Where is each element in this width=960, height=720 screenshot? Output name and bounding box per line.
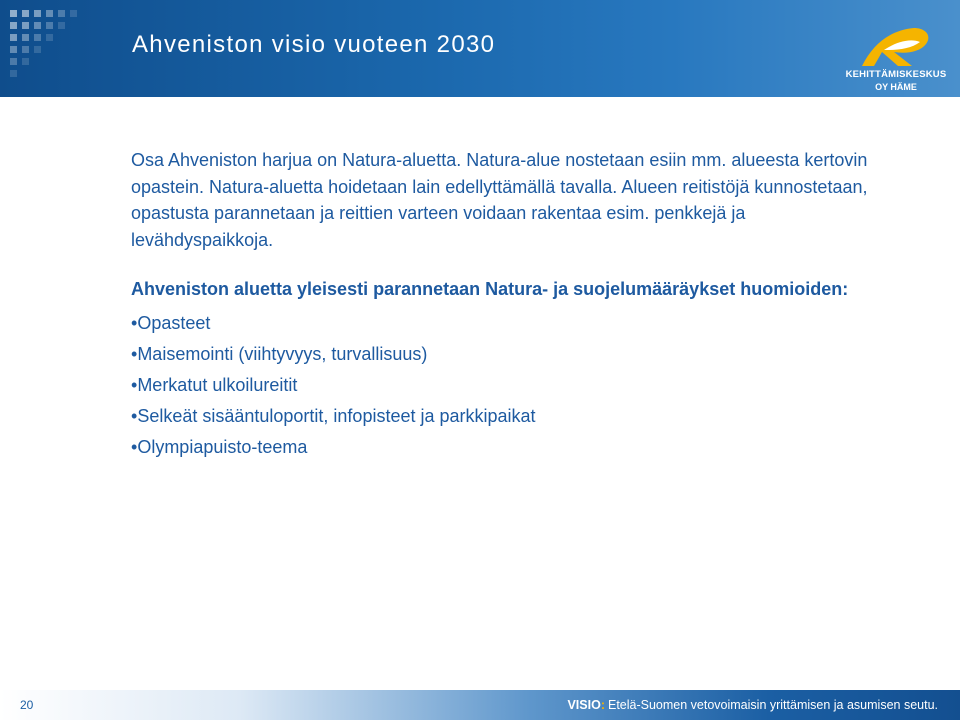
list-item (131, 401, 871, 432)
bullet-icon: • (131, 405, 138, 426)
slide-title: Ahveniston visio vuoteen 2030 (132, 31, 496, 58)
footer-tagline: Etelä-Suomen vetovoimaisin yrittämisen ja asumisen seutu. (607, 698, 938, 712)
footer-bar (0, 690, 960, 720)
page-number: 20 (20, 698, 34, 712)
bullet-list (131, 308, 871, 463)
slide-body (131, 147, 871, 463)
list-item-text: Olympiapuisto-teema (137, 436, 308, 457)
list-item (131, 432, 871, 463)
list-item (131, 308, 871, 339)
logo-name: KEHITTÄMISKESKUS (845, 69, 947, 80)
list-item (131, 370, 871, 401)
bullet-icon: • (131, 312, 138, 333)
list-item-text: Merkatut ulkoilureitit (137, 374, 298, 395)
swoosh-logo-icon (840, 22, 952, 70)
company-logo (840, 22, 952, 96)
list-item (131, 339, 871, 370)
bullet-icon: • (131, 436, 138, 457)
header-bar (0, 0, 960, 97)
list-item-text: Opasteet (137, 312, 211, 333)
list-item-text: Maisemointi (viihtyvyys, turvallisuus) (137, 343, 428, 364)
footer-brand-colon: : (600, 698, 605, 712)
lead-paragraph: Ahveniston aluetta yleisesti parannetaan Natura- ja suojelumääräykset huomioiden: (131, 279, 849, 299)
logo-subtitle: OY HÄME (875, 82, 917, 92)
bullet-icon: • (131, 374, 138, 395)
footer-tagline-block (567, 698, 938, 712)
bullet-icon: • (131, 343, 138, 364)
list-item-text: Selkeät sisääntuloportit, infopisteet ja parkkipaikat (137, 405, 536, 426)
decorative-dot-grid (8, 8, 88, 88)
intro-paragraph: Osa Ahveniston harjua on Natura-aluetta. Natura-alue nostetaan esiin mm. alueesta kertovin opastein. Natura-aluetta hoidetaan lain edellyttämällä tavalla. Alueen reitistöjä kunnostetaan, opastusta parannetaan ja reittien varteen voidaan rakentaa esim. penkkejä ja levähdyspaikkoja. (131, 150, 868, 250)
footer-brand: VISIO (567, 698, 601, 712)
